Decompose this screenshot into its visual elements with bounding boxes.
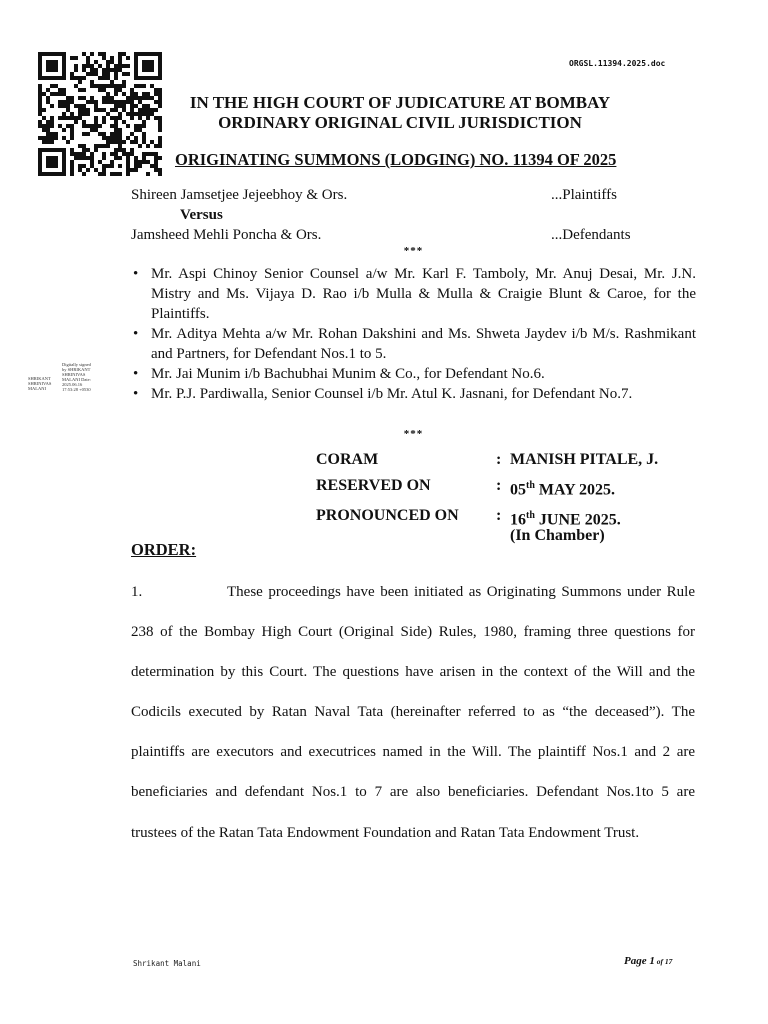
page-number: Page 1 of 17 (624, 955, 673, 967)
paragraph-number: 1. (131, 584, 143, 600)
colon: : (496, 451, 502, 468)
separator-stars: *** (403, 245, 424, 257)
coram-block (316, 447, 658, 545)
reserved-label: RESERVED ON (316, 477, 431, 494)
counsel-item: • Mr. P.J. Pardiwalla, Senior Counsel i/b Mr. Atul K. Jasnani, for Defendant No.7. (131, 384, 696, 404)
order-paragraph (131, 572, 695, 853)
order-heading: ORDER: (131, 540, 197, 559)
pronounced-label: PRONOUNCED ON (316, 507, 459, 525)
colon: : (496, 477, 502, 494)
case-number: ORIGINATING SUMMONS (LODGING) NO. 11394 OF 2025 (175, 150, 617, 169)
plaintiff-name: Shireen Jamsetjee Jejeebhoy & Ors. (131, 187, 348, 203)
defendant-name: Jamsheed Mehli Poncha & Ors. (131, 227, 322, 243)
jurisdiction: ORDINARY ORIGINAL CIVIL JURISDICTION (218, 113, 582, 132)
colon: : (496, 507, 502, 525)
court-name: IN THE HIGH COURT OF JUDICATURE AT BOMBAY (189, 93, 611, 112)
versus-label: Versus (180, 207, 223, 223)
counsel-item: • Mr. Aditya Mehta a/w Mr. Rohan Dakshini and Ms. Shweta Jaydev i/b M/s. Rashmikant and Partners, for Defendant Nos.1 to 5. (131, 324, 696, 364)
signature-details: Digitally signed by SHRIKANT SHRINIVAS MALANI Date: 2025.06.16 17:53:28 +0530 (62, 362, 91, 392)
qr-code (38, 52, 162, 176)
footer-signer: Shrikant Malani (133, 959, 201, 968)
chamber-note: (In Chamber) (510, 526, 605, 544)
paragraph-text: These proceedings have been initiated as Originating Summons under Rule 238 of the Bombay High Court (Original Side) Rules, 1980, framing three questions for determination by this Court. The questions have arisen in the context of the Will and the Codicils executed by Ratan Naval Tata (hereinafter referred to as “the deceased”). The plaintiffs are executors and executrices named in the Will. The plaintiff Nos.1 and 2 are beneficiaries and defendant Nos.1 to 7 are also beneficiaries. Defendant Nos.1to 5 are trustees of the Ratan Tata Endowment Foundation and Ratan Tata Endowment Trust. (131, 584, 695, 841)
counsel-item: • Mr. Aspi Chinoy Senior Counsel a/w Mr. Karl F. Tamboly, Mr. Anuj Desai, Mr. J.N. Mistry and Ms. Vijaya D. Rao i/b Mulla & Mulla & Craigie Blunt & Caroe, for the Plaintiffs. (131, 264, 696, 324)
file-reference: ORGSL.11394.2025.doc (569, 59, 666, 68)
reserved-date: 05th MAY 2025. (510, 480, 616, 499)
defendant-role: ...Defendants (551, 227, 631, 243)
counsel-item: • Mr. Jai Munim i/b Bachubhai Munim & Co., for Defendant No.6. (131, 364, 696, 384)
counsel-list (131, 264, 696, 404)
coram-label: CORAM (316, 451, 379, 468)
signer-name: SHRIKANT SHRINIVAS MALANI (28, 376, 52, 391)
separator-stars: *** (403, 428, 424, 440)
pronounced-date: 16th JUNE 2025. (510, 510, 621, 529)
coram-judge: MANISH PITALE, J. (510, 451, 659, 468)
plaintiff-role: ...Plaintiffs (551, 187, 617, 203)
